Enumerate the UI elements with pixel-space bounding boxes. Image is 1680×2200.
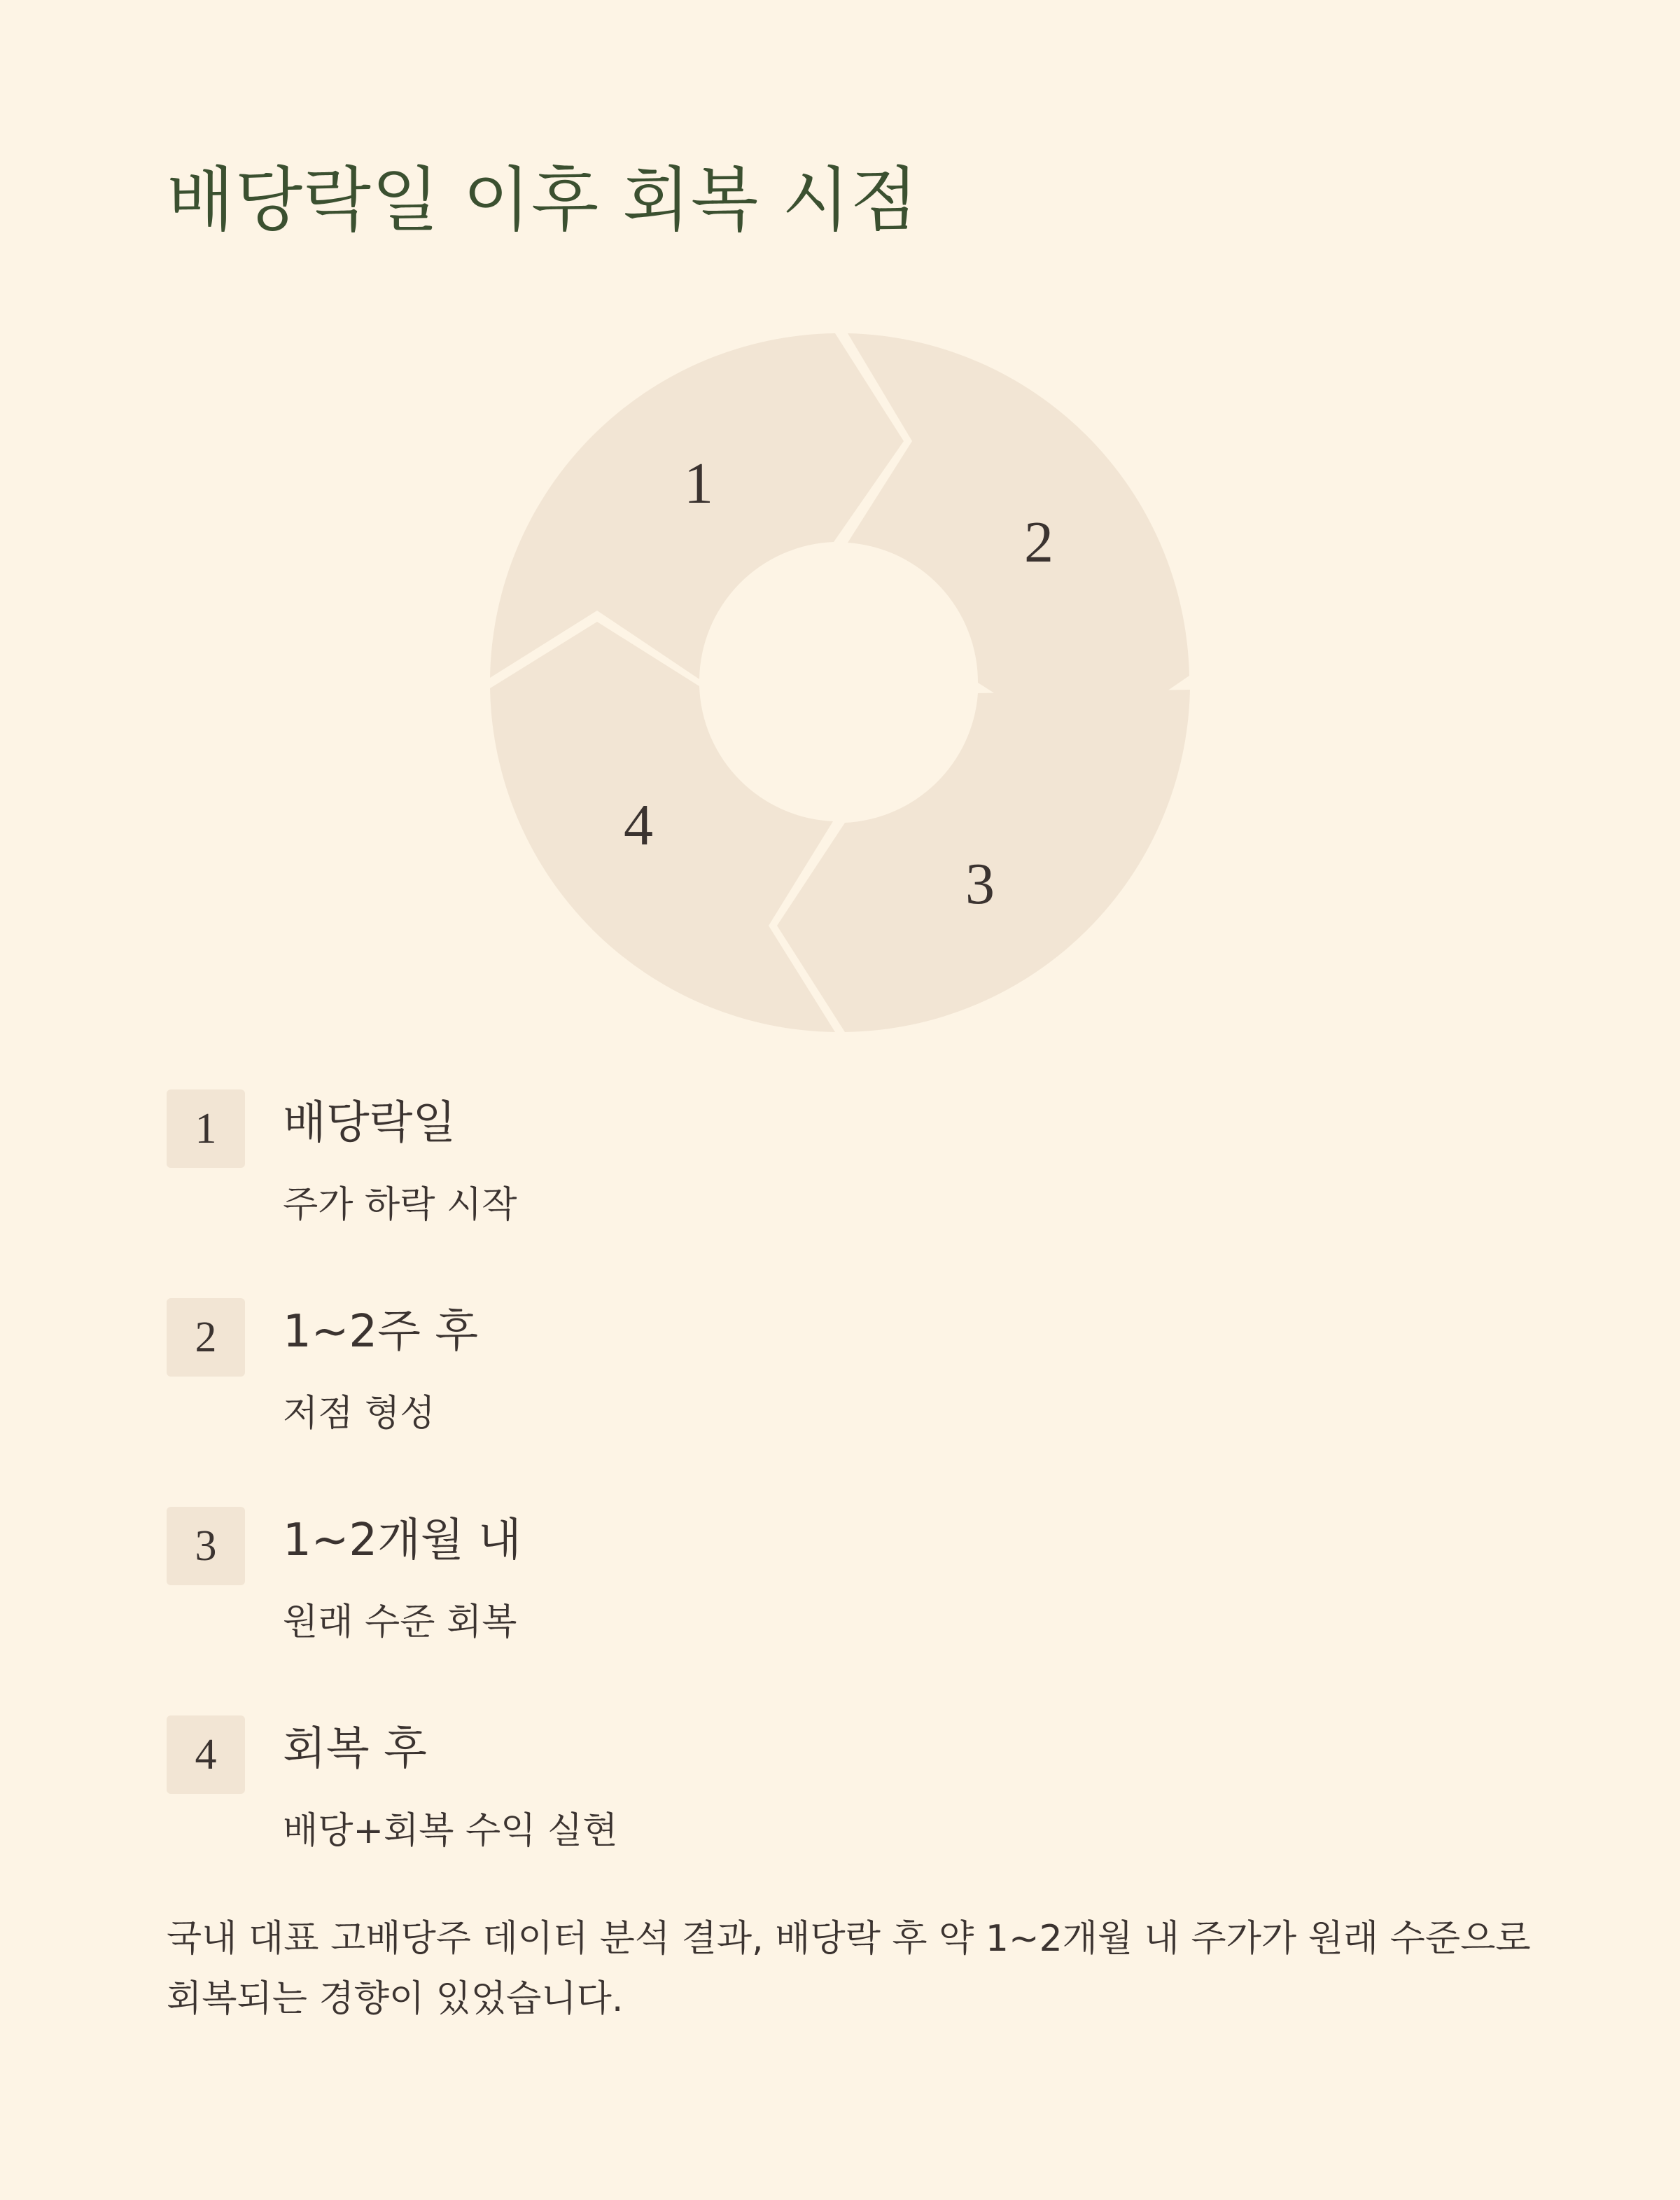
summary-text: 국내 대표 고배당주 데이터 분석 결과, 배당락 후 약 1~2개월 내 주가가 원래 수준으로 회복되는 경향이 있었습니다. [167, 1918, 1531, 2020]
step-description: 주가 하락 시작 [283, 1184, 517, 1226]
step-item [167, 1507, 1497, 1715]
step-item [167, 1089, 1497, 1298]
cycle-segment-2 [848, 333, 1189, 749]
cycle-segment-label-2: 2 [1024, 510, 1054, 575]
cycle-segment-4 [490, 622, 835, 1032]
step-description: 배당+회복 수익 실현 [283, 1810, 618, 1852]
step-description: 원래 수준 회복 [283, 1601, 517, 1643]
step-description: 저점 형성 [283, 1393, 435, 1435]
step-title: 1~2개월 내 [283, 1515, 522, 1566]
step-title: 1~2주 후 [283, 1306, 479, 1358]
step-list [167, 1089, 1497, 1924]
step-number-badge: 3 [167, 1507, 245, 1585]
step-number-badge: 2 [167, 1298, 245, 1377]
step-title: 회복 후 [283, 1723, 427, 1775]
page-title: 배당락일 이후 회복 시점 [167, 159, 919, 241]
step-item [167, 1715, 1497, 1924]
cycle-segment-label-4: 4 [624, 793, 653, 858]
step-number-badge: 1 [167, 1089, 245, 1168]
step-number-badge: 4 [167, 1715, 245, 1794]
step-item [167, 1298, 1497, 1507]
cycle-segment-label-3: 3 [965, 851, 995, 917]
cycle-segment-label-1: 1 [684, 451, 713, 516]
step-title: 배당락일 [283, 1097, 456, 1149]
